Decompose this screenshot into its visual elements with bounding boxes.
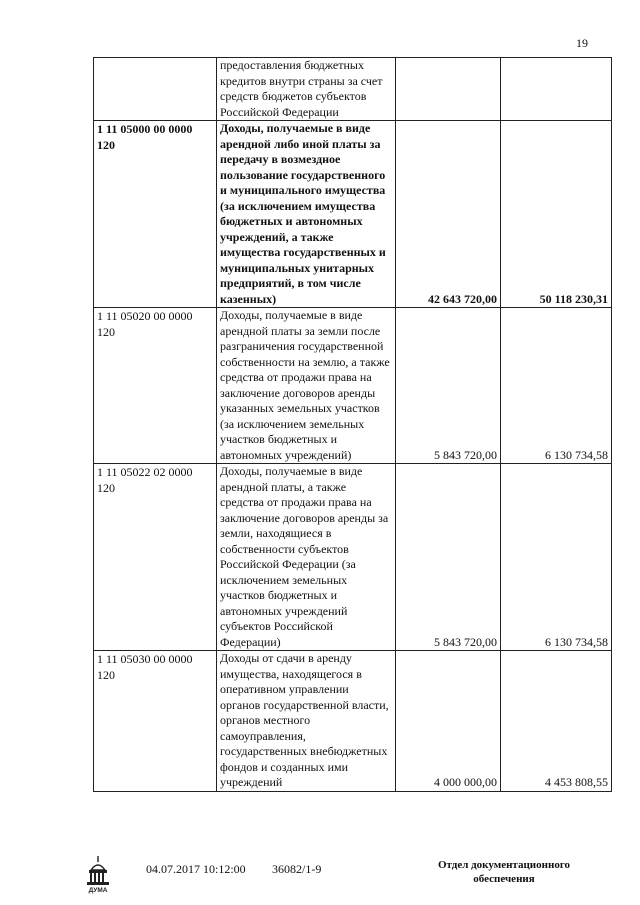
row-value-2018-cell: 4 453 808,55 — [501, 651, 612, 792]
logo-text: ДУМА — [88, 887, 108, 894]
row-value-2017-cell: 42 643 720,00 — [396, 121, 501, 308]
department-stamp — [428, 858, 580, 886]
page-number: 19 — [576, 36, 588, 50]
table-row — [94, 464, 612, 651]
row-value-2018-cell: 50 118 230,31 — [501, 121, 612, 308]
row-code-cell: 1 11 05000 00 0000 120 — [94, 121, 217, 308]
row-name-cell: Доходы, получаемые в виде арендной платы за земли после разграничения государственной собственности на землю, а также средства от продажи права на заключение договоров аренды указанных земельных участков (за исключением земельных участков бюджетных и автономных учреждений) — [217, 308, 396, 464]
row-value-2017-cell: 5 843 720,00 — [396, 308, 501, 464]
page-footer — [0, 848, 640, 898]
duma-logo-icon — [82, 854, 114, 894]
row-value-2018-cell: 6 130 734,58 — [501, 464, 612, 651]
budget-table — [93, 57, 612, 792]
row-code-cell: 1 11 05022 02 0000 120 — [94, 464, 217, 651]
table-row — [94, 121, 612, 308]
row-code-cell — [94, 58, 217, 121]
row-value-2017-cell — [396, 58, 501, 121]
row-name-cell: Доходы, получаемые в виде арендной платы, а также средства от продажи права на заключение договоров аренды за земли, находящиеся в собственности субъектов Российской Федерации (за исключением земельных участков бюджетных и автономных учреждений субъектов Российской Федерации) — [217, 464, 396, 651]
row-code-cell: 1 11 05030 00 0000 120 — [94, 651, 217, 792]
row-value-2018-cell — [501, 58, 612, 121]
row-value-2017-cell: 4 000 000,00 — [396, 651, 501, 792]
row-name-cell: предоставления бюджетных кредитов внутри страны за счет средств бюджетов субъектов Российской Федерации — [217, 58, 396, 121]
row-name-cell: Доходы, получаемые в виде арендной либо иной платы за передачу в возмездное пользование государственного и муниципального имущества (за исключением имущества бюджетных и автономных учреждений, а также имущества государственных и муниципальных унитарных предприятий, в том числе казенных) — [217, 121, 396, 308]
department-line-1: Отдел документационного — [437, 859, 571, 871]
department-line-2: обеспечения — [473, 873, 535, 885]
row-value-2018-cell: 6 130 734,58 — [501, 308, 612, 464]
stamp-date: 04.07.2017 10:12:00 — [146, 862, 246, 876]
table-row — [94, 58, 612, 121]
table-row — [94, 308, 612, 464]
row-value-2017-cell: 5 843 720,00 — [396, 464, 501, 651]
row-code-cell: 1 11 05020 00 0000 120 — [94, 308, 217, 464]
row-name-cell: Доходы от сдачи в аренду имущества, находящегося в оперативном управлении органов государственной власти, органов местного самоуправления, государственных внебюджетных фондов и созданных ими учреждений — [217, 651, 396, 792]
table-row — [94, 651, 612, 792]
stamp-doc-code: 36082/1-9 — [272, 862, 322, 876]
